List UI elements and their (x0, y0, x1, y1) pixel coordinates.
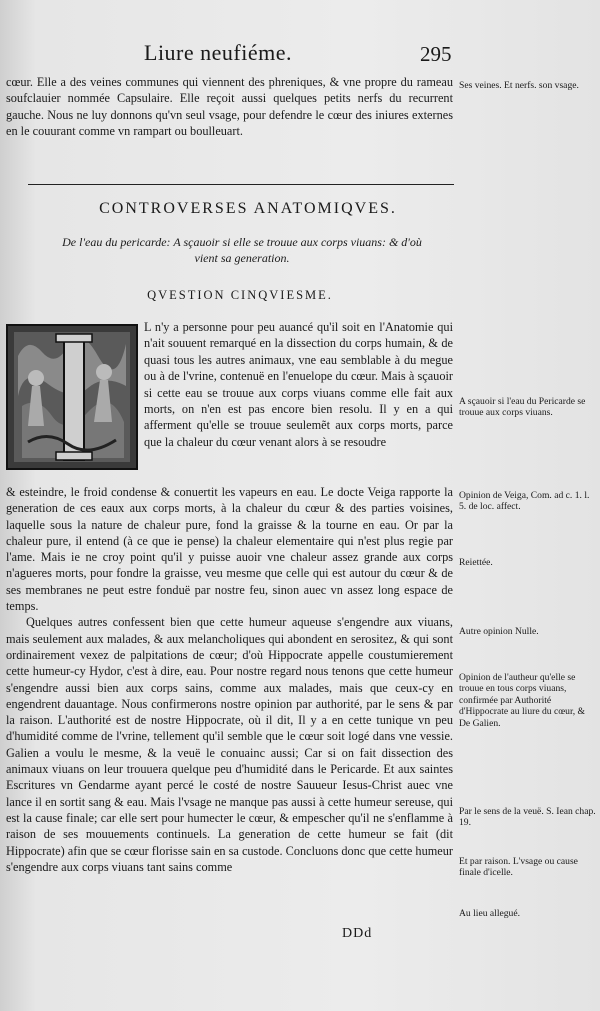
decorated-initial-woodcut (6, 324, 138, 470)
margin-note-veines: Ses veines. Et nerfs. son vsage. (459, 80, 579, 91)
margin-note-autre-opinion: Autre opinion Nulle. (459, 626, 539, 637)
opening-paragraph: L n'y a personne pour peu auancé qu'il soit en l'Anatomie qui n'ait souuent remarqué en la dissection du corps humain, & de quasi tous les autres animaux, vne eau semblable à du megue ou à de l'vrine, contenuë en l'enuelope du cœur. Mais à sçauoir si cette eau se trouue aux corps viuans comme elle fait aux morts, on n'en est pas encore bien resolu. Il y en a qui afferment qu'elle se trouue seulemẽt aux corps morts, parce que la chaleur du cœur venant alors à se resoudre (144, 320, 453, 449)
body-paragraph-opinion: Quelques autres confessent bien que cette humeur aqueuse s'engendre aux viuans, mais seulement aux malades, & aux melancholiques qui abondent en serositez, & qui sont ordinairement vexez de palpitations de cœur; d'où Hippocrate appelle coustumierement cette humeur-cy Hydor, c'est à dire, eau. Pour nostre regard nous tenons que cette humeur s'engendre aussi bien aux corps sains, comme aux malades, mais que ceux-cy en engendrent dauantage. Nous confirmerons nostre opinion par authorité, par le sens & par la raison. L'authorité est de nostre Hippocrate, où il dit, Il y a en cette tunique vn peu d'humidité comme de l'vrine, tellement qu'il semble que le cœur soit logé dans vne vessie. Galien a voulu le mesme, & la veuë le conuainc aussi; Car si on fait dissection des animaux viuans on leur trouuera quelque peu d'humidité dans le Pericarde. Et aux saintes Escritures vn Gendarme ayant percé le costé de nostre Sauueur Iesus-Christ auec vne lance il en sortit sang & eau. Mais l'vsage ne manque pas aussi à cette humeur sereuse, qui est la cause finale; car elle sert pour humecter le cœur, & empescher qu'il ne s'enflamme à raison de ses mouuements continuels. La generation de cette humeur se fait (dit Hippocrate) afin que se cœur florisse sain en sa custode. Concluons donc que cette humeur s'engendre aux corps viuans tant sains comme (6, 615, 453, 874)
margin-note-lieu-allegue: Au lieu allegué. (459, 908, 521, 919)
margin-note-question: A sçauoir si l'eau du Pericarde se trouue aux corps viuans. (459, 396, 586, 419)
top-paragraph-text: cœur. Elle a des veines communes qui viennent des phreniques, & vne propre du rameau soufclauier nommée Capsulaire. Elle reçoit aussi quelques petits nerfs du recurrent gauche. Nous ne luy donnons qu'vn seul vsage, pour defendre le cœur des iniures externes en le couurant comme vn rampart ou boulleuart. (6, 75, 453, 138)
section-subtitle: De l'eau du pericarde: A sçauoir si elle se trouue aux corps viuans: & d'où vient sa generation. (62, 235, 422, 265)
section-heading: CONTROVERSES ANATOMIQVES. (99, 200, 397, 217)
woodcut-illustration (8, 326, 136, 468)
catchword-signature: DDd (342, 926, 373, 941)
body-text (6, 484, 453, 875)
margin-note-veiga: Opinion de Veiga, Com. ad c. 1. l. 5. de loc. affect. (459, 490, 590, 513)
question-heading: QVESTION CINQVIESME. (147, 288, 333, 302)
margin-note-autheur: Opinion de l'autheur qu'elle se trouue en tous corps viuans, confirmée par Authorité d'Hippocrate au liure du cœur, & De Galien. (459, 672, 586, 729)
margin-note-reiettee: Reiettée. (459, 557, 493, 568)
top-paragraph (6, 74, 453, 139)
page-number: 295 (420, 42, 452, 66)
section-divider-rule (28, 184, 454, 185)
body-paragraph-veiga: & esteindre, le froid condense & conuertit les vapeurs en eau. Le docte Veiga rapporte la generation de ces eaux aux corps morts, à la chaleur du cœur & des parties voisines, laquelle sous la nature de chaleur pure, fond la graisse & la tourne en eau. Or par la chaleur pure, il entend (à ce que ie pense) la chaleur elementaire qui n'est plus regie par l'ame. Mais ie ne croy point qu'il y puisse auoir vne chaleur assez grande aux corps n'agueres morts, pour fondre la graisse, veu mesme que celle qui est autour du cœur & de ses membranes ne peut estre fonduë par nostre feu, sinon auec vn assez long espace de temps. (6, 485, 453, 614)
margin-note-raison: Et par raison. L'vsage ou cause finale d'icelle. (459, 856, 578, 879)
running-header-title: Liure neufiéme. (144, 40, 292, 65)
margin-note-sens: Par le sens de la veuë. S. Iean chap. 19. (459, 806, 596, 829)
